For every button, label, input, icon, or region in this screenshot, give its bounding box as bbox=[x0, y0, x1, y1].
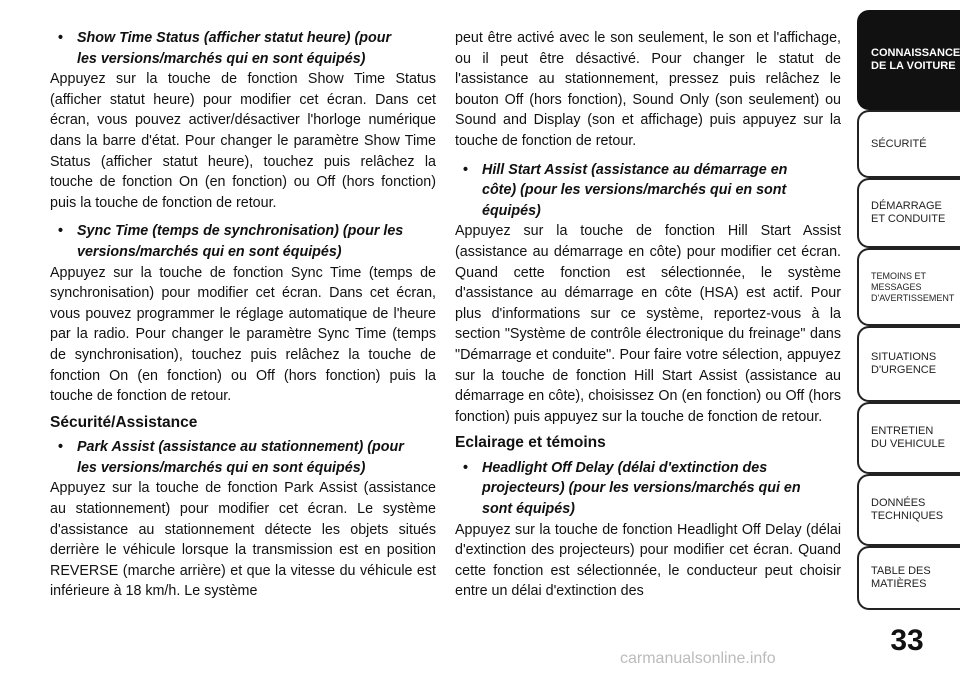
paragraph: Appuyez sur la touche de fonction Show Time Status (afficher statut heure) pour modifier cet écran. Dans cet écran, vous pouvez activer/désactiver l'horloge numérique dans la barre d'état. Pour changer le paramètre Show Time Status (afficher statut heure), touchez puis relâchez la touche de fonction On (en fonction) ou Off (hors fonction) puis la touche de fonction de retour. bbox=[50, 71, 436, 211]
tab-label: D'AVERTISSEMENT bbox=[871, 292, 955, 303]
tab-label: TABLE DES bbox=[871, 565, 931, 577]
left-column bbox=[50, 28, 436, 602]
bullet-title: Headlight Off Delay (délai d'extinction des bbox=[482, 459, 768, 476]
tab-label: TECHNIQUES bbox=[871, 510, 944, 522]
tab-table[interactable] bbox=[857, 546, 960, 610]
tab-connaissance[interactable] bbox=[857, 10, 960, 110]
paragraph: Appuyez sur la touche de fonction Headlight Off Delay (délai d'extinction des projecteurs) pour modifier cet écran. Quand cette fonction est sélectionnée, le conducteur peut choisir entre un délai d'extinction des bbox=[455, 521, 841, 600]
tab-label: DONNÉES bbox=[871, 497, 926, 509]
section-heading: Eclairage et témoins bbox=[455, 434, 606, 452]
tab-entretien[interactable] bbox=[857, 402, 960, 474]
bullet-heading bbox=[455, 458, 841, 520]
tab-securite[interactable] bbox=[857, 110, 960, 178]
right-column bbox=[455, 28, 841, 602]
tab-temoins[interactable] bbox=[857, 248, 960, 326]
bullet-title: versions/marchés qui en sont équipés) bbox=[77, 243, 342, 260]
chapter-tabs bbox=[857, 0, 960, 610]
bullet-title: les versions/marchés qui en sont équipés) bbox=[77, 459, 366, 476]
tab-label: MESSAGES bbox=[871, 281, 922, 292]
bullet-title: équipés) bbox=[482, 202, 541, 219]
tab-donnees[interactable] bbox=[857, 474, 960, 546]
bullet-title: sont équipés) bbox=[482, 501, 575, 518]
tab-label: D'URGENCE bbox=[871, 364, 937, 376]
paragraph: Appuyez sur la touche de fonction Sync Time (temps de synchronisation) pour modifier cet écran. Dans cet écran, vous pouvez programmer le réglage automatique de l'heure par la radio. Pour changer le paramètre Sync Time (temps de synchronisation), touchez puis relâchez la touche de fonction On (en fonction) ou Off (hors fonction) puis la touche de fonction de retour. bbox=[50, 264, 436, 405]
bullet-title: les versions/marchés qui en sont équipés) bbox=[77, 50, 366, 67]
tab-demarrage[interactable] bbox=[857, 178, 960, 248]
watermark: carmanualsonline.info bbox=[620, 650, 776, 667]
bullet-title: Hill Start Assist (assistance au démarrage en bbox=[482, 161, 788, 178]
bullet-dot: • bbox=[463, 161, 469, 178]
bullet-heading bbox=[50, 221, 436, 262]
bullet-dot: • bbox=[463, 459, 469, 476]
bullet-title: Park Assist (assistance au stationnement) (pour bbox=[77, 439, 404, 456]
tab-label: MATIÈRES bbox=[871, 578, 927, 590]
tab-label: DÉMARRAGE bbox=[871, 200, 942, 212]
tab-label: TEMOINS ET bbox=[871, 270, 927, 281]
bullet-heading bbox=[455, 160, 841, 222]
paragraph: Appuyez sur la touche de fonction Park Assist (assistance au stationnement) pour modifier cet écran. Le système d'assistance au stationnement détecte les objets situés derrière le véhicule lorsque la transmission est en position REVERSE (marche arrière) et que la vitesse du véhicule est inférieure à 18 km/h. Le système bbox=[50, 480, 436, 600]
tab-label: ET CONDUITE bbox=[871, 213, 946, 225]
bullet-title: Sync Time (temps de synchronisation) (pour les bbox=[77, 223, 404, 240]
bullet-dot: • bbox=[58, 223, 64, 240]
tab-label: CONNAISSANCE bbox=[871, 47, 960, 59]
bullet-heading bbox=[50, 437, 436, 478]
bullet-title: côte) (pour les versions/marchés qui en sont bbox=[482, 182, 787, 199]
tab-label: SITUATIONS bbox=[871, 351, 937, 363]
tab-label: DU VEHICULE bbox=[871, 438, 945, 450]
page-number: 33 bbox=[890, 624, 924, 657]
bullet-dot: • bbox=[58, 439, 64, 456]
section-heading: Sécurité/Assistance bbox=[50, 413, 198, 431]
bullet-title: projecteurs) (pour les versions/marchés qui en bbox=[482, 480, 801, 497]
bullet-heading bbox=[50, 28, 436, 69]
paragraph: Appuyez sur la touche de fonction Hill Start Assist (assistance au démarrage en côte) pour modifier cet écran. Quand cette fonction est sélectionnée, le système d'assistance au démarrage en côte (HSA) est actif. Pour plus d'informations sur ce système, reportez-vous à la section "Système de contrôle électronique du freinage" dans "Démarrage et conduite". Pour faire votre sélection, appuyez sur la touche de fonction Hill Start Assist (assistance au démarrage en côte), choisissez On (en fonction) ou Off (hors fonction) puis appuyez sur la touche de fonction de retour. bbox=[455, 223, 841, 425]
paragraph: peut être activé avec le son seulement, le son et l'affichage, ou il peut être désactivé. Pour changer le statut de l'assistance au stationnement, pressez puis relâchez le bouton Off (hors fonction), Sound Only (son seulement) ou Sound and Display (son et affichage) puis appuyez sur la touche de fonction de retour. bbox=[455, 30, 841, 149]
tab-label: SÉCURITÉ bbox=[871, 137, 927, 150]
bullet-dot: • bbox=[58, 30, 64, 46]
bullet-title: Show Time Status (afficher statut heure) (pour bbox=[77, 30, 392, 46]
tab-label: ENTRETIEN bbox=[871, 425, 934, 437]
tab-label: DE LA VOITURE bbox=[871, 60, 956, 72]
tab-situations[interactable] bbox=[857, 326, 960, 402]
